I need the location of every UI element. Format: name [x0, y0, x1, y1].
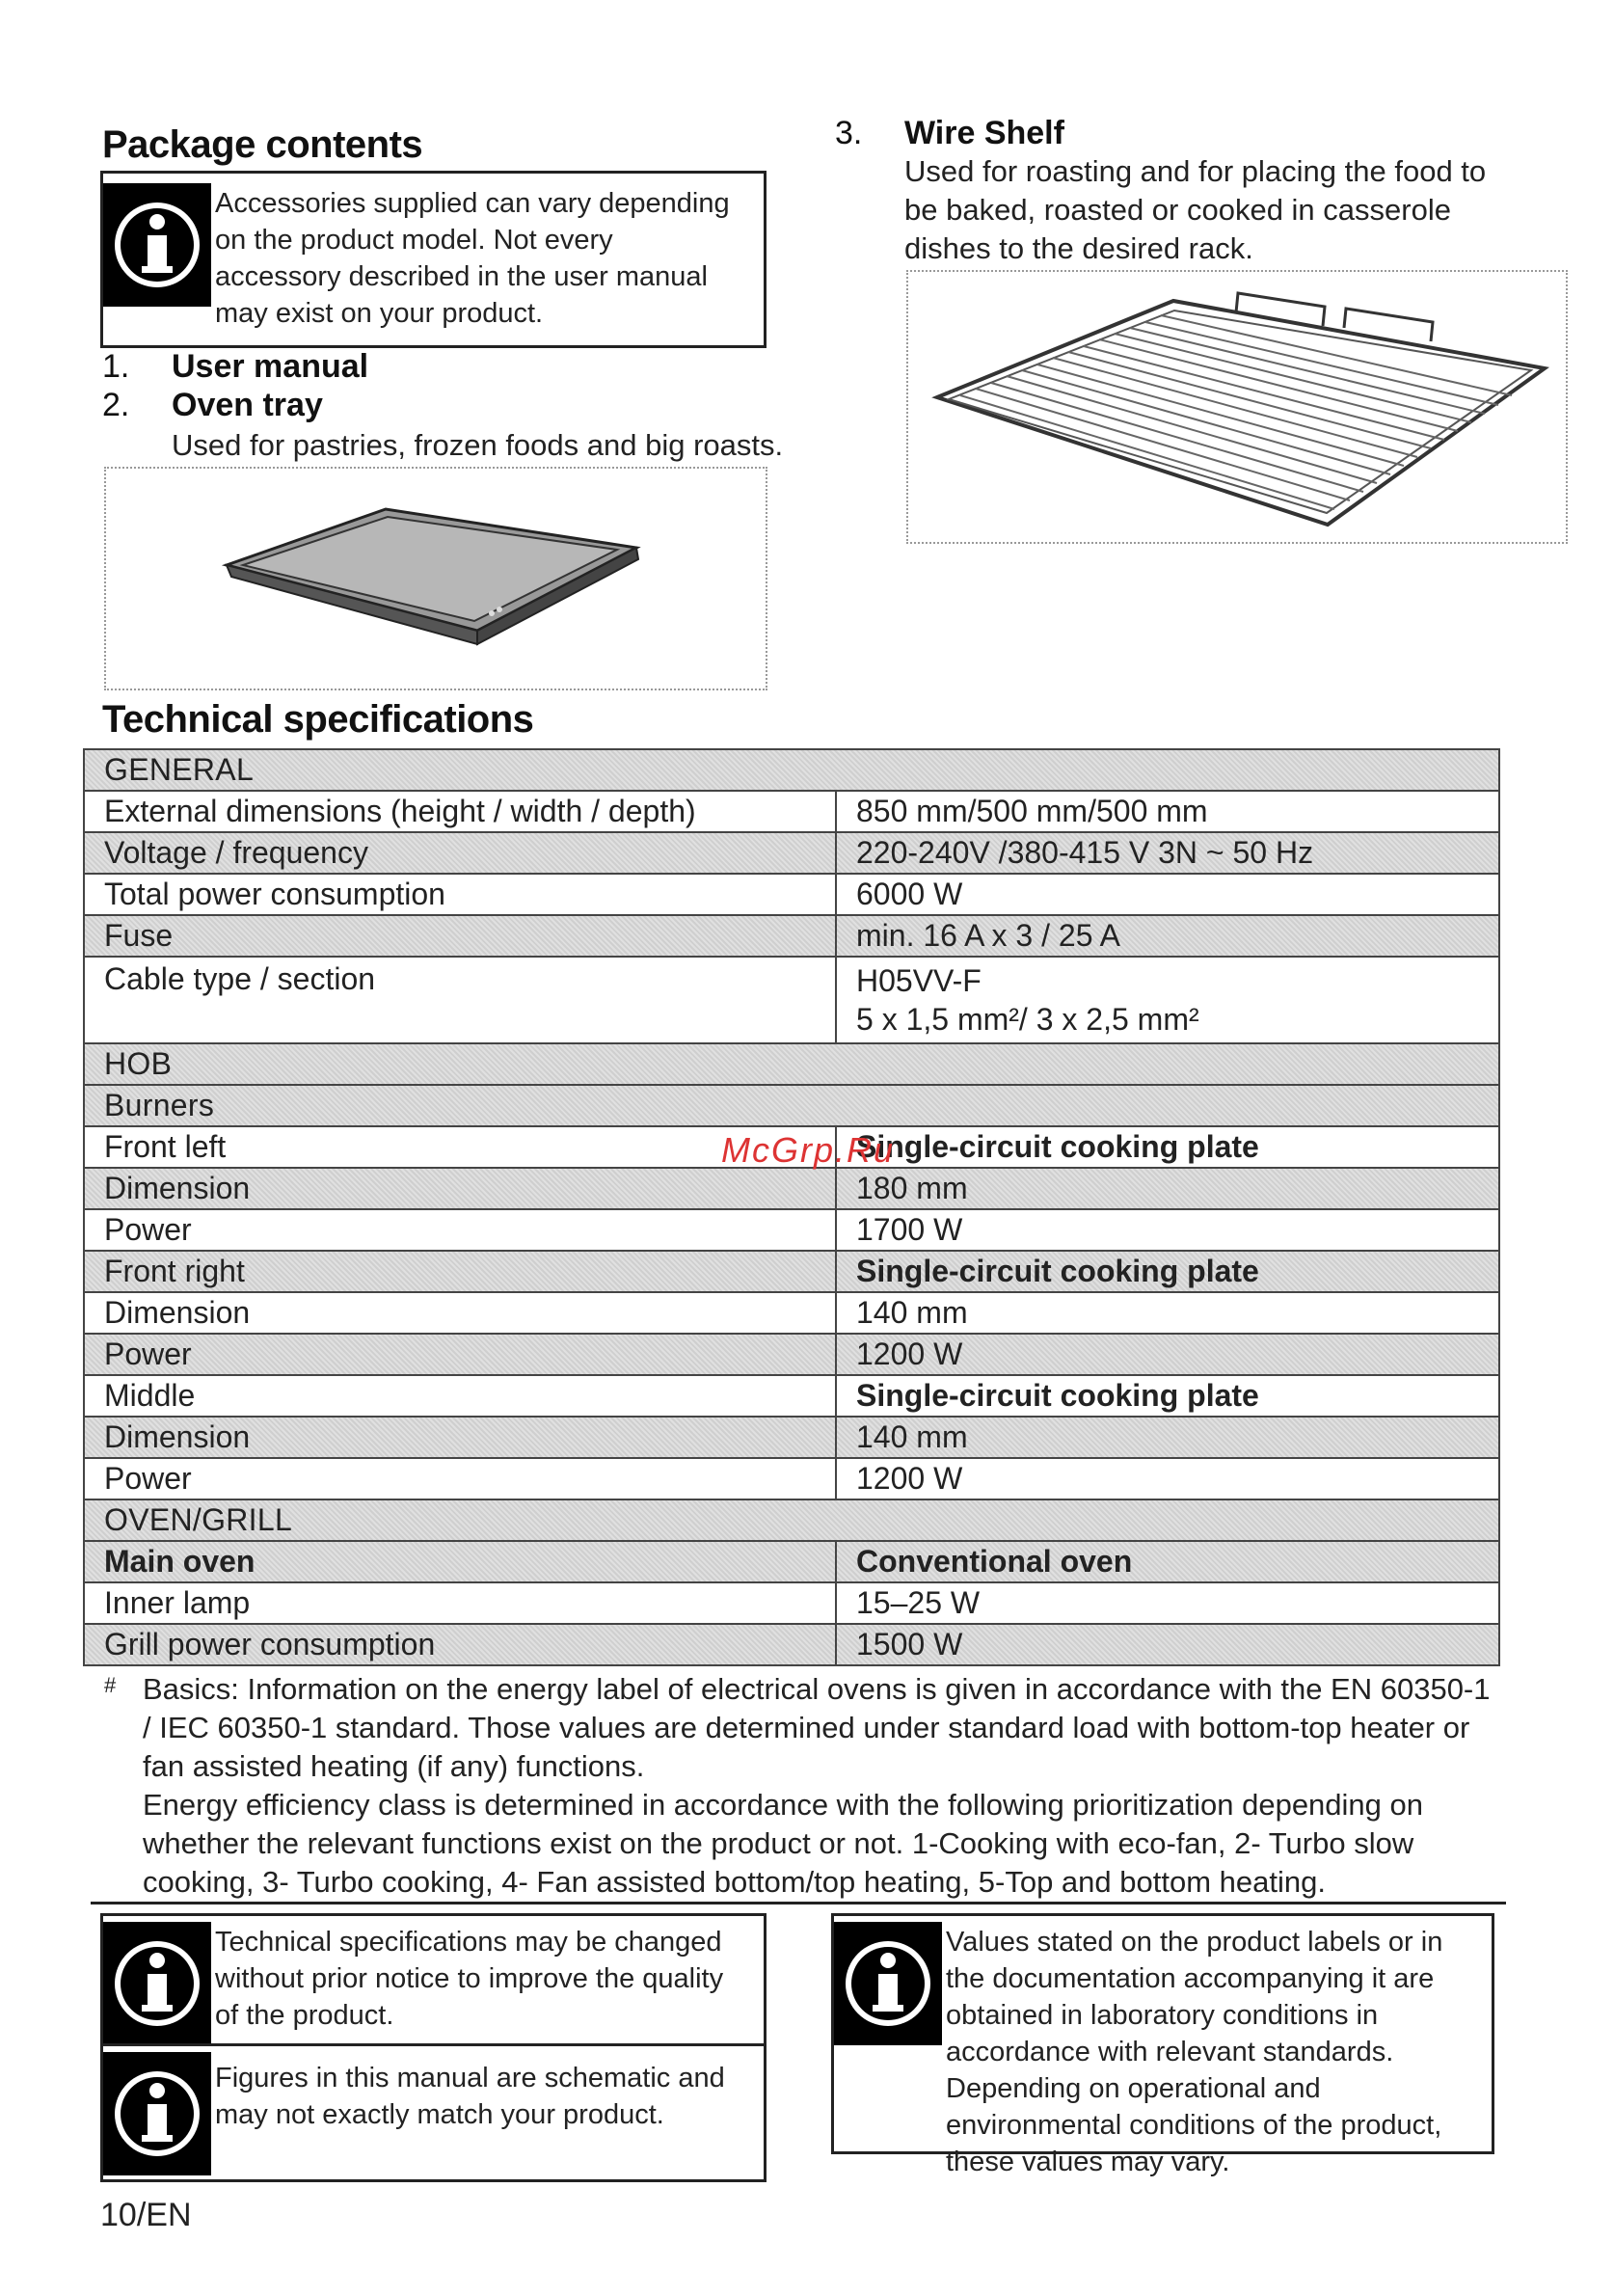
- section-row-oven: [84, 1499, 1499, 1541]
- item-number: 1.: [102, 348, 130, 385]
- spec-value: [836, 957, 1499, 1043]
- spec-value: 850 mm/500 mm/500 mm: [836, 791, 1499, 832]
- table-row: [84, 791, 1499, 832]
- item-number: 2.: [102, 387, 130, 423]
- oven-tray-description: Used for pastries, frozen foods and big roasts.: [172, 428, 784, 462]
- table-row: [84, 1334, 1499, 1375]
- section-label: GENERAL: [84, 749, 1499, 791]
- cable-type: H05VV-F: [856, 963, 982, 998]
- table-row: [84, 1375, 1499, 1417]
- spec-value: 6000 W: [836, 874, 1499, 915]
- spec-value: 1200 W: [836, 1458, 1499, 1499]
- package-item-2: [102, 386, 777, 424]
- spec-label: Inner lamp: [84, 1582, 836, 1624]
- technical-specifications-heading: Technical specifications: [102, 698, 534, 741]
- spec-value: 140 mm: [836, 1417, 1499, 1458]
- spec-value: 140 mm: [836, 1292, 1499, 1334]
- info-icon: [103, 1922, 211, 2045]
- spec-label: Middle: [84, 1375, 836, 1417]
- info-icon: [103, 183, 211, 307]
- spec-label: Grill power consumption: [84, 1624, 836, 1665]
- spec-label: Total power consumption: [84, 874, 836, 915]
- spec-value: 1200 W: [836, 1334, 1499, 1375]
- table-row: [84, 1251, 1499, 1292]
- package-item-1: [102, 347, 777, 386]
- item-label: Wire Shelf: [904, 115, 1064, 151]
- tech-change-info-box: [100, 1913, 767, 2052]
- spec-label: Power: [84, 1209, 836, 1251]
- accessories-info-box: [100, 171, 767, 348]
- spec-label: Dimension: [84, 1168, 836, 1209]
- accessories-info-text: Accessories supplied can vary depending on the product model. Not every accessory described in the user manual may exist on your product.: [215, 188, 730, 329]
- info-icon: [103, 2052, 211, 2175]
- section-label: Burners: [84, 1085, 1499, 1126]
- spec-label: Front right: [84, 1251, 836, 1292]
- spec-value: Single-circuit cooking plate: [836, 1251, 1499, 1292]
- section-row-burners: [84, 1085, 1499, 1126]
- spec-label: External dimensions (height / width / depth): [84, 791, 836, 832]
- package-contents-heading: Package contents: [102, 123, 423, 166]
- item-label: User manual: [172, 348, 369, 385]
- values-info-box: [831, 1913, 1494, 2177]
- section-row-general: [84, 749, 1499, 791]
- section-label: OVEN/GRILL: [84, 1499, 1499, 1541]
- footnote-mark: #: [104, 1673, 117, 1697]
- table-row: [84, 1624, 1499, 1665]
- spec-value: Conventional oven: [836, 1541, 1499, 1582]
- footnote-energy-class: Energy efficiency class is determined in accordance with the following prioritization depending on whether the relevant functions exist on the product or not. 1-Cooking with eco-fan, 2- Turbo slow cooking, 3- Turbo cooking, 4- Fan assisted bottom/top heating, 5-Top and bottom heating.: [143, 1788, 1424, 1899]
- table-row: [84, 874, 1499, 915]
- spec-label: Dimension: [84, 1417, 836, 1458]
- wire-shelf-description: Used for roasting and for placing the food to be baked, roasted or cooked in casserole dishes to the desired rack.: [904, 154, 1487, 265]
- values-text: Values stated on the product labels or in the documentation accompanying it are obtained in laboratory conditions in accordance with relevant standards. Depending on operational and environmental conditions of the product, these values may vary.: [946, 1927, 1443, 2177]
- item-number: 3.: [835, 115, 863, 151]
- spec-value: 15–25 W: [836, 1582, 1499, 1624]
- table-row: [84, 832, 1499, 874]
- figures-info-box: [100, 2043, 767, 2182]
- spec-label: Power: [84, 1334, 836, 1375]
- section-row-hob: [84, 1043, 1499, 1085]
- spec-label: Power: [84, 1458, 836, 1499]
- info-icon: [834, 1922, 942, 2045]
- table-row: [84, 1582, 1499, 1624]
- item-label: Oven tray: [172, 387, 323, 423]
- figures-text: Figures in this manual are schematic and may not exactly match your product.: [215, 2063, 725, 2130]
- spec-value: min. 16 A x 3 / 25 A: [836, 915, 1499, 957]
- spec-label: Main oven: [84, 1541, 836, 1582]
- table-row: [84, 915, 1499, 957]
- footnote-basics: Basics: Information on the energy label of electrical ovens is given in accordance with the EN 60350-1 / IEC 60350-1 standard. Those values are determined under standard load with bottom-top heater or fan assisted heating (if any) functions.: [143, 1672, 1491, 1783]
- spec-table: [83, 748, 1500, 1666]
- spec-value: 1700 W: [836, 1209, 1499, 1251]
- section-label: HOB: [84, 1043, 1499, 1085]
- oven-tray-image: [104, 467, 767, 690]
- table-row: [84, 1458, 1499, 1499]
- spec-value: Single-circuit cooking plate: [836, 1375, 1499, 1417]
- spec-label: Front left: [84, 1126, 836, 1168]
- spec-value: 1500 W: [836, 1624, 1499, 1665]
- spec-label: Dimension: [84, 1292, 836, 1334]
- page-number: 10/EN: [100, 2197, 192, 2233]
- table-row: [84, 1417, 1499, 1458]
- spec-label: Voltage / frequency: [84, 832, 836, 874]
- package-item-3: [835, 114, 1510, 152]
- table-row: [84, 1541, 1499, 1582]
- cable-section: 5 x 1,5 mm²/ 3 x 2,5 mm²: [856, 1002, 1199, 1037]
- spec-label: Cable type / section: [84, 957, 836, 1043]
- footnote-rule: [91, 1902, 1506, 1904]
- watermark: McGrp.Ru: [721, 1130, 896, 1170]
- table-row-cable: [84, 957, 1499, 1043]
- wire-shelf-image: [906, 270, 1568, 544]
- spec-value: 180 mm: [836, 1168, 1499, 1209]
- spec-value: Single-circuit cooking plate: [836, 1126, 1499, 1168]
- tech-change-text: Technical specifications may be changed without prior notice to improve the quality of the product.: [215, 1927, 724, 2031]
- table-row: [84, 1209, 1499, 1251]
- table-row: [84, 1168, 1499, 1209]
- spec-label: Fuse: [84, 915, 836, 957]
- table-row: [84, 1292, 1499, 1334]
- spec-value: 220-240V /380-415 V 3N ~ 50 Hz: [836, 832, 1499, 874]
